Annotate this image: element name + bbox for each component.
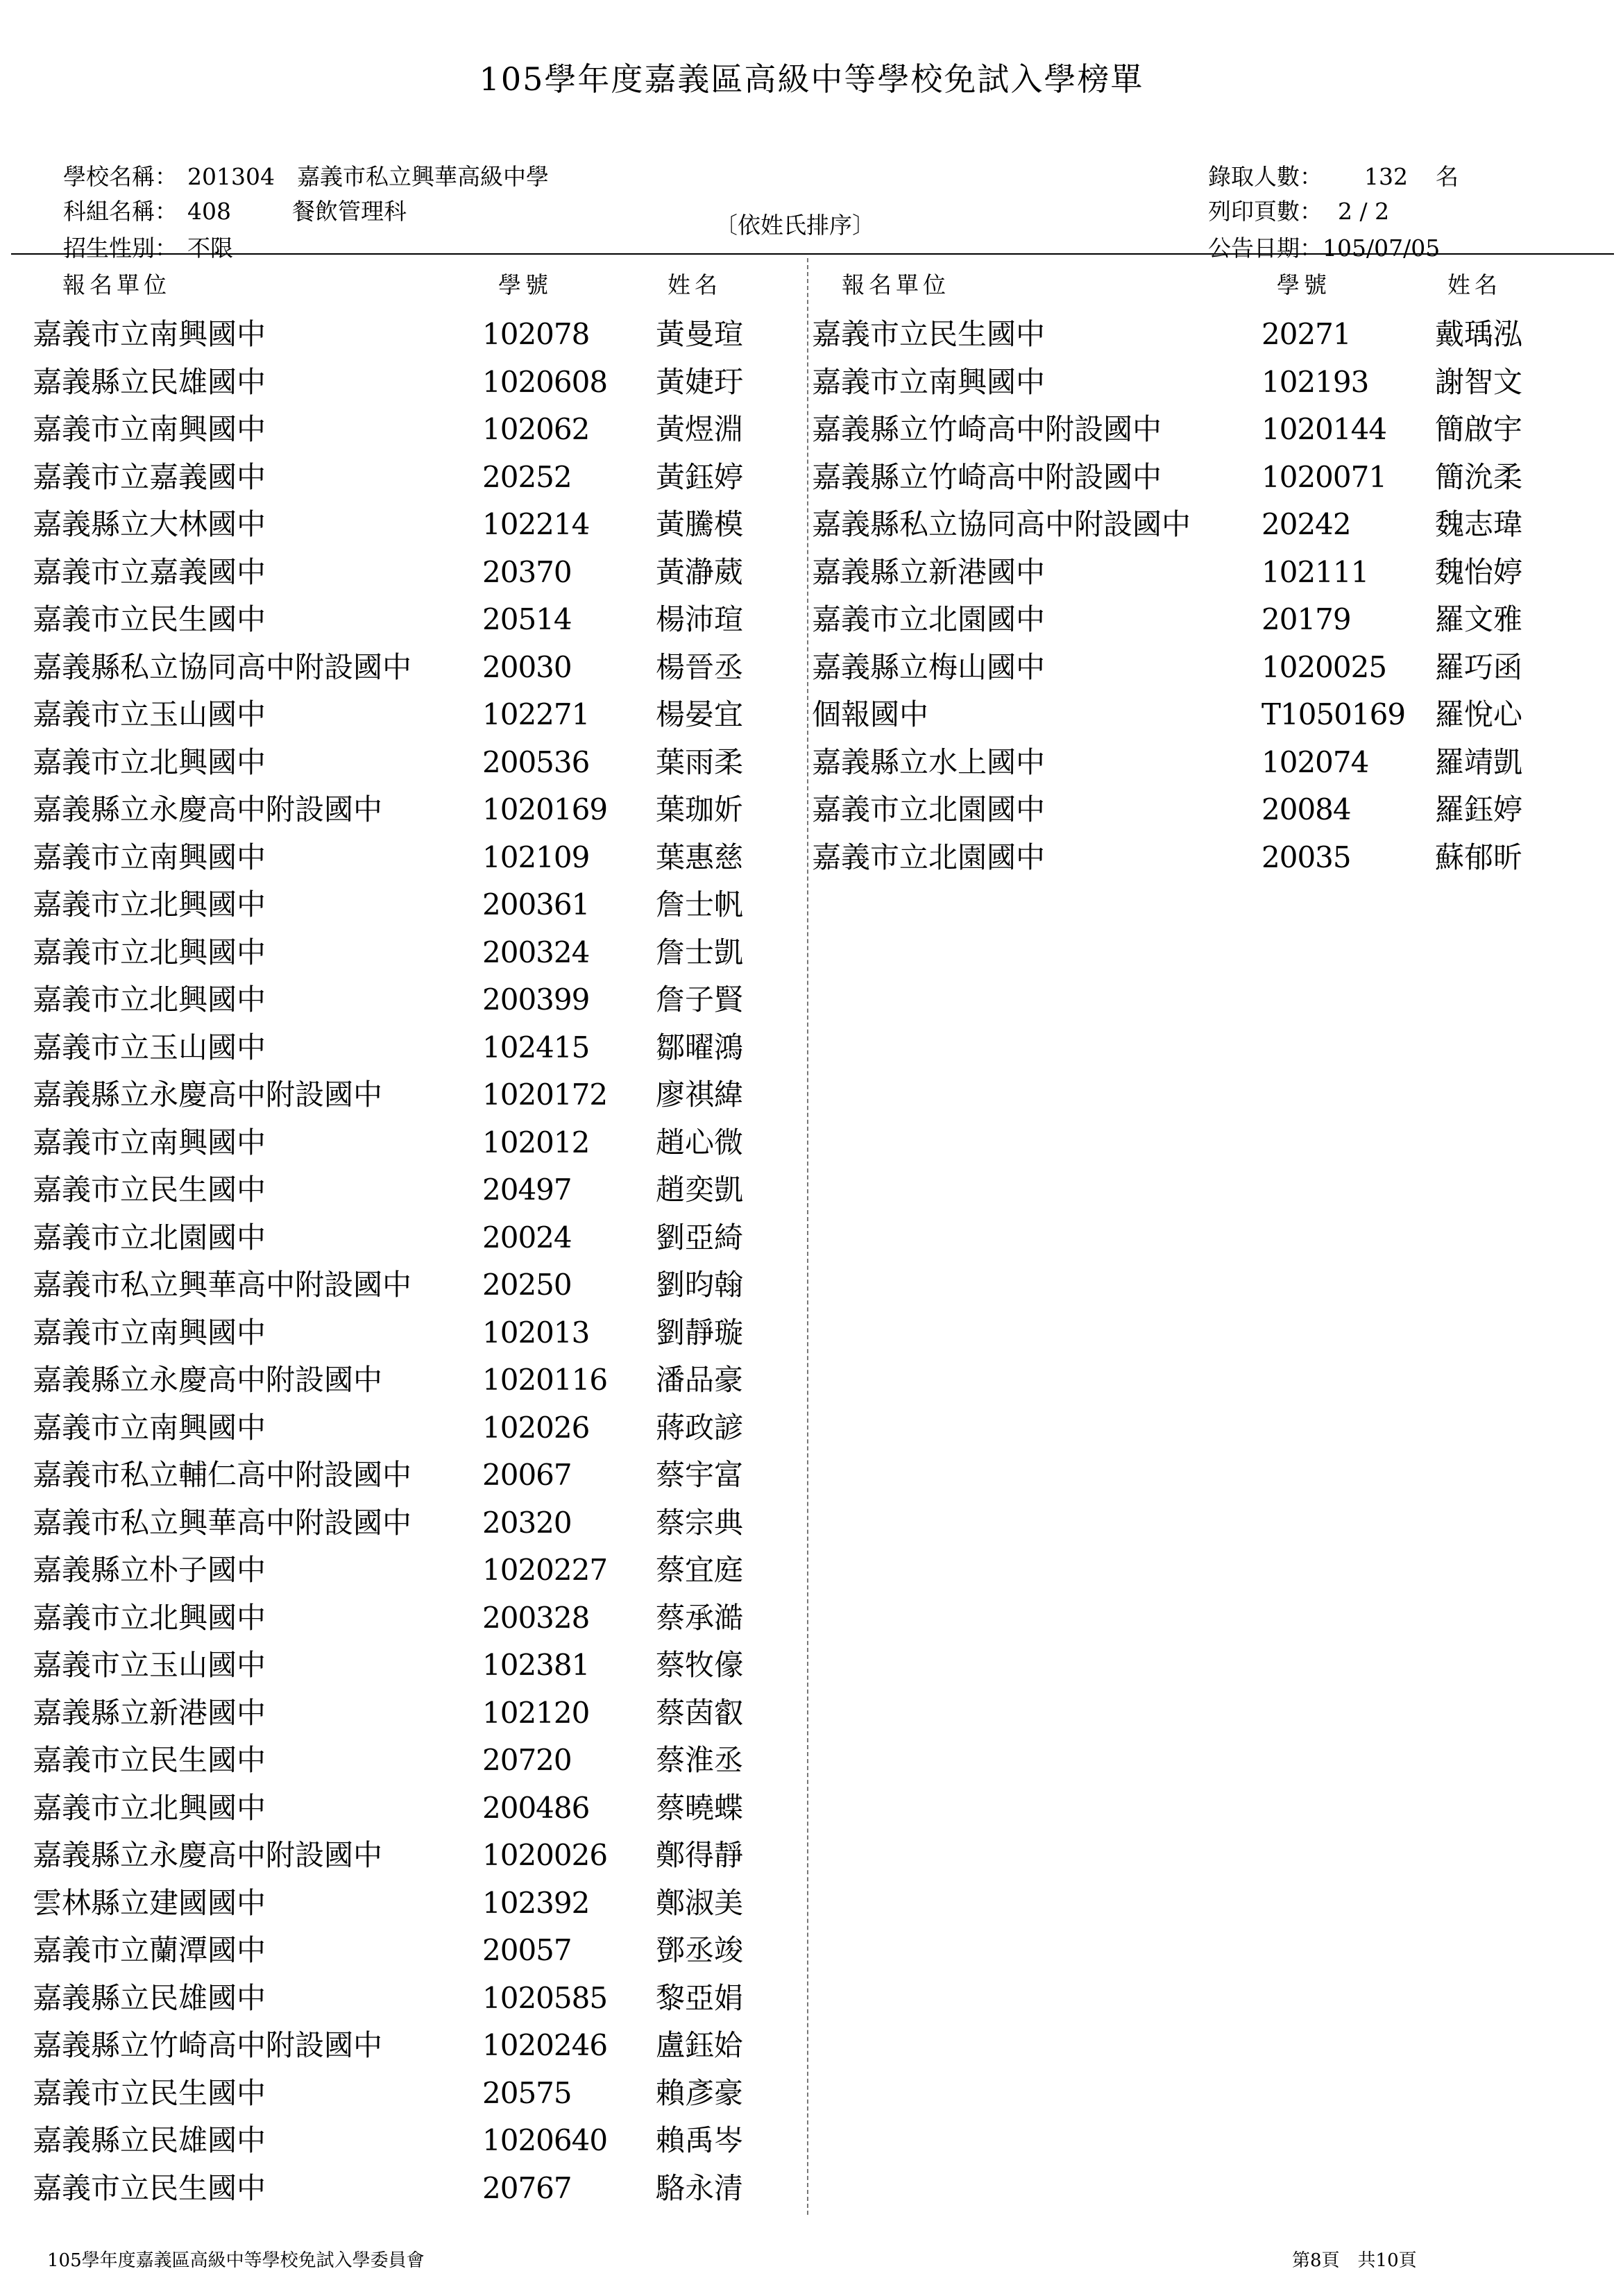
- row-student-id: 1020585: [482, 1980, 608, 2015]
- row-student-id: 200328: [482, 1600, 590, 1635]
- left-header-id: 學號: [498, 271, 552, 298]
- row-school: 嘉義縣立民雄國中: [33, 1980, 266, 2015]
- row-student-name: 黃鈺婷: [656, 459, 744, 494]
- row-school: 嘉義市立南興國中: [33, 1315, 266, 1350]
- row-student-name: 鄧丞竣: [656, 1933, 744, 1967]
- row-student-id: 102026: [482, 1410, 590, 1445]
- row-school: 嘉義縣立竹崎高中附設國中: [33, 2028, 383, 2062]
- row-school: 嘉義縣私立協同高中附設國中: [33, 649, 412, 684]
- row-student-name: 楊沛瑄: [656, 602, 744, 636]
- row-student-name: 葉雨柔: [656, 745, 744, 779]
- page-title: 105學年度嘉義區高級中等學校免試入學榜單: [479, 60, 1144, 98]
- row-student-id: 102214: [482, 507, 590, 541]
- school-label: 學校名稱：: [62, 163, 178, 190]
- dept-name: 餐飲管理科: [291, 198, 407, 225]
- row-student-id: 102392: [482, 1885, 590, 1920]
- column-divider: [807, 258, 808, 2215]
- row-student-id: 102078: [482, 317, 590, 351]
- row-student-name: 黃婕玗: [656, 364, 744, 399]
- row-student-name: 劉亞綺: [656, 1220, 744, 1255]
- row-student-id: 20575: [482, 2075, 572, 2110]
- row-school: 嘉義縣立永慶高中附設國中: [33, 1838, 383, 1872]
- row-school: 嘉義縣立大林國中: [33, 507, 266, 541]
- row-student-id: 102415: [482, 1030, 590, 1064]
- row-student-name: 駱永清: [656, 2170, 744, 2205]
- row-student-name: 詹士帆: [656, 887, 744, 921]
- row-student-name: 羅靖凱: [1435, 745, 1523, 779]
- date-value: 105/07/05: [1322, 235, 1441, 262]
- row-student-id: 20320: [482, 1505, 572, 1540]
- row-student-id: 1020116: [482, 1363, 608, 1397]
- row-student-id: 1020144: [1261, 412, 1387, 446]
- row-student-id: 1020608: [482, 364, 608, 399]
- gender-label: 招生性別：: [62, 235, 178, 262]
- row-student-id: 20720: [482, 1743, 572, 1777]
- row-student-id: 20084: [1261, 792, 1351, 826]
- row-student-id: 102381: [482, 1648, 590, 1682]
- row-school: 嘉義縣立新港國中: [812, 554, 1046, 589]
- row-student-name: 詹士凱: [656, 935, 744, 969]
- row-student-id: 20179: [1261, 602, 1351, 636]
- row-student-id: 20271: [1261, 317, 1351, 351]
- row-school: 嘉義縣立梅山國中: [812, 649, 1046, 684]
- dept-code: 408: [187, 198, 231, 225]
- row-student-name: 劉昀翰: [656, 1268, 744, 1302]
- right-header-id: 學號: [1277, 271, 1331, 298]
- row-school: 嘉義市立民生國中: [33, 602, 266, 636]
- pages-value: 2 / 2: [1337, 198, 1390, 225]
- row-student-name: 羅文雅: [1435, 602, 1523, 636]
- row-school: 嘉義市立北興國中: [33, 745, 266, 779]
- row-student-id: 20242: [1261, 507, 1351, 541]
- row-school: 嘉義市立北園國中: [33, 1220, 266, 1255]
- row-student-id: 1020246: [482, 2028, 608, 2062]
- row-student-name: 葉珈妡: [656, 792, 744, 826]
- row-student-id: 1020640: [482, 2123, 608, 2157]
- pages-label: 列印頁數：: [1207, 198, 1323, 225]
- row-student-name: 蘇郁昕: [1435, 840, 1523, 874]
- row-student-name: 鄭得靜: [656, 1838, 744, 1872]
- row-school: 嘉義縣立永慶高中附設國中: [33, 792, 383, 826]
- row-student-id: 200536: [482, 745, 590, 779]
- row-student-name: 趙奕凱: [656, 1173, 744, 1207]
- row-student-name: 黎亞娟: [656, 1980, 744, 2015]
- admit-unit: 名: [1435, 163, 1459, 190]
- row-school: 嘉義市立玉山國中: [33, 1030, 266, 1064]
- row-school: 嘉義市立南興國中: [33, 1410, 266, 1445]
- row-student-id: 20067: [482, 1458, 572, 1492]
- row-student-name: 蔣政諺: [656, 1410, 744, 1445]
- row-student-id: 20250: [482, 1268, 572, 1302]
- row-student-name: 羅悅心: [1435, 697, 1523, 731]
- school-name: 嘉義市私立興華高級中學: [296, 163, 549, 190]
- row-student-name: 羅巧函: [1435, 649, 1523, 684]
- row-student-name: 蔡承澔: [656, 1600, 744, 1635]
- row-student-name: 詹子賢: [656, 983, 744, 1017]
- row-school: 嘉義縣立朴子國中: [33, 1553, 266, 1587]
- right-header-school: 報名單位: [842, 271, 950, 298]
- row-student-name: 楊晏宜: [656, 697, 744, 731]
- row-school: 嘉義市立民生國中: [33, 1173, 266, 1207]
- row-student-id: 102271: [482, 697, 590, 731]
- row-student-id: 102012: [482, 1125, 590, 1159]
- row-student-id: 200324: [482, 935, 590, 969]
- row-student-name: 潘品豪: [656, 1363, 744, 1397]
- footer-committee: 105學年度嘉義區高級中等學校免試入學委員會: [47, 2250, 425, 2271]
- row-student-id: 20514: [482, 602, 572, 636]
- row-school: 嘉義市立北興國中: [33, 1600, 266, 1635]
- row-student-id: 1020169: [482, 792, 608, 826]
- row-school: 嘉義市立嘉義國中: [33, 554, 266, 589]
- row-student-id: 20767: [482, 2170, 572, 2205]
- right-header-name: 姓名: [1447, 271, 1502, 298]
- row-school: 嘉義市立北園國中: [812, 840, 1046, 874]
- row-school: 個報國中: [812, 697, 929, 731]
- date-label: 公告日期：: [1207, 235, 1323, 262]
- row-school: 嘉義市私立興華高中附設國中: [33, 1505, 412, 1540]
- row-school: 嘉義縣立竹崎高中附設國中: [812, 459, 1162, 494]
- row-student-id: 200361: [482, 887, 590, 921]
- dept-label: 科組名稱：: [62, 198, 178, 225]
- row-student-name: 賴彥豪: [656, 2075, 744, 2110]
- header-divider: [11, 253, 1614, 255]
- row-school: 嘉義縣立永慶高中附設國中: [33, 1363, 383, 1397]
- row-school: 嘉義市立南興國中: [33, 412, 266, 446]
- school-code: 201304: [187, 163, 275, 190]
- row-school: 嘉義市私立輔仁高中附設國中: [33, 1458, 412, 1492]
- row-school: 嘉義市立民生國中: [33, 2170, 266, 2205]
- row-school: 嘉義市立民生國中: [812, 317, 1046, 351]
- row-school: 嘉義市立嘉義國中: [33, 459, 266, 494]
- row-student-name: 魏志瑋: [1435, 507, 1523, 541]
- row-student-name: 謝智文: [1435, 364, 1523, 399]
- left-header-name: 姓名: [668, 271, 722, 298]
- row-student-id: 102120: [482, 1695, 590, 1730]
- row-student-name: 蔡宗典: [656, 1505, 744, 1540]
- row-school: 嘉義市立南興國中: [33, 1125, 266, 1159]
- row-school: 嘉義縣立民雄國中: [33, 2123, 266, 2157]
- row-student-id: 20035: [1261, 840, 1351, 874]
- row-student-id: 1020026: [482, 1838, 608, 1872]
- row-student-id: 20497: [482, 1173, 572, 1207]
- row-school: 嘉義市立北興國中: [33, 935, 266, 969]
- row-student-name: 鄭淑美: [656, 1885, 744, 1920]
- row-student-id: 102074: [1261, 745, 1369, 779]
- row-student-id: 200399: [482, 983, 590, 1017]
- row-student-name: 簡沇柔: [1435, 459, 1523, 494]
- row-school: 嘉義市立南興國中: [33, 840, 266, 874]
- row-student-name: 蔡茵叡: [656, 1695, 744, 1730]
- row-student-name: 蔡曉蝶: [656, 1790, 744, 1825]
- row-student-name: 葉惠慈: [656, 840, 744, 874]
- row-school: 雲林縣立建國國中: [33, 1885, 266, 1920]
- row-student-name: 黃騰模: [656, 507, 744, 541]
- row-student-id: 1020071: [1261, 459, 1387, 494]
- row-student-name: 簡啟宇: [1435, 412, 1523, 446]
- row-school: 嘉義市立北園國中: [812, 602, 1046, 636]
- row-student-id: 20024: [482, 1220, 572, 1255]
- left-header-school: 報名單位: [62, 271, 171, 298]
- sort-note: 〔依姓氏排序〕: [715, 212, 875, 239]
- row-school: 嘉義市立蘭潭國中: [33, 1933, 266, 1967]
- row-student-id: 1020227: [482, 1553, 608, 1587]
- row-student-id: 20370: [482, 554, 572, 589]
- row-student-name: 蔡宇富: [656, 1458, 744, 1492]
- row-school: 嘉義市立北興國中: [33, 1790, 266, 1825]
- row-school: 嘉義縣立民雄國中: [33, 364, 266, 399]
- row-student-name: 廖祺緯: [656, 1078, 744, 1112]
- row-student-name: 蔡宜庭: [656, 1553, 744, 1587]
- gender-value: 不限: [187, 235, 233, 262]
- row-student-name: 黃瀞葳: [656, 554, 744, 589]
- admit-count: 132: [1363, 163, 1408, 190]
- row-student-id: 102062: [482, 412, 590, 446]
- row-school: 嘉義市立北園國中: [812, 792, 1046, 826]
- footer-page-info: 第8頁 共10頁: [1292, 2250, 1417, 2271]
- row-school: 嘉義縣立竹崎高中附設國中: [812, 412, 1162, 446]
- row-student-name: 劉靜璇: [656, 1315, 744, 1350]
- row-student-id: 200486: [482, 1790, 590, 1825]
- row-student-name: 賴禹岑: [656, 2123, 744, 2157]
- row-student-id: 102109: [482, 840, 590, 874]
- row-student-name: 羅鈺婷: [1435, 792, 1523, 826]
- row-school: 嘉義市立南興國中: [33, 317, 266, 351]
- row-student-name: 盧鈺姶: [656, 2028, 744, 2062]
- row-student-name: 蔡淮丞: [656, 1743, 744, 1777]
- row-school: 嘉義市私立興華高中附設國中: [33, 1268, 412, 1302]
- row-student-id: 20057: [482, 1933, 572, 1967]
- row-student-id: 20030: [482, 649, 572, 684]
- row-student-id: T1050169: [1261, 697, 1406, 731]
- row-student-id: 102111: [1261, 554, 1369, 589]
- row-student-name: 蔡牧儫: [656, 1648, 744, 1682]
- row-school: 嘉義市立北興國中: [33, 887, 266, 921]
- admit-label: 錄取人數：: [1207, 163, 1323, 190]
- row-student-id: 102193: [1261, 364, 1369, 399]
- row-school: 嘉義市立玉山國中: [33, 1648, 266, 1682]
- row-school: 嘉義縣立水上國中: [812, 745, 1046, 779]
- row-student-name: 趙心微: [656, 1125, 744, 1159]
- row-school: 嘉義市立玉山國中: [33, 697, 266, 731]
- row-school: 嘉義市立民生國中: [33, 2075, 266, 2110]
- row-student-name: 黃煜淵: [656, 412, 744, 446]
- row-school: 嘉義縣立新港國中: [33, 1695, 266, 1730]
- row-student-name: 魏怡婷: [1435, 554, 1523, 589]
- row-school: 嘉義市立北興國中: [33, 983, 266, 1017]
- row-school: 嘉義縣立永慶高中附設國中: [33, 1078, 383, 1112]
- row-student-name: 黃曼瑄: [656, 317, 744, 351]
- row-student-id: 20252: [482, 459, 572, 494]
- row-student-id: 102013: [482, 1315, 590, 1350]
- row-student-name: 戴瑀泓: [1435, 317, 1523, 351]
- row-student-name: 鄒曜鴻: [656, 1030, 744, 1064]
- row-student-id: 1020172: [482, 1078, 608, 1112]
- row-school: 嘉義縣私立協同高中附設國中: [812, 507, 1191, 541]
- row-student-name: 楊晉丞: [656, 649, 744, 684]
- row-student-id: 1020025: [1261, 649, 1387, 684]
- row-school: 嘉義市立民生國中: [33, 1743, 266, 1777]
- row-school: 嘉義市立南興國中: [812, 364, 1046, 399]
